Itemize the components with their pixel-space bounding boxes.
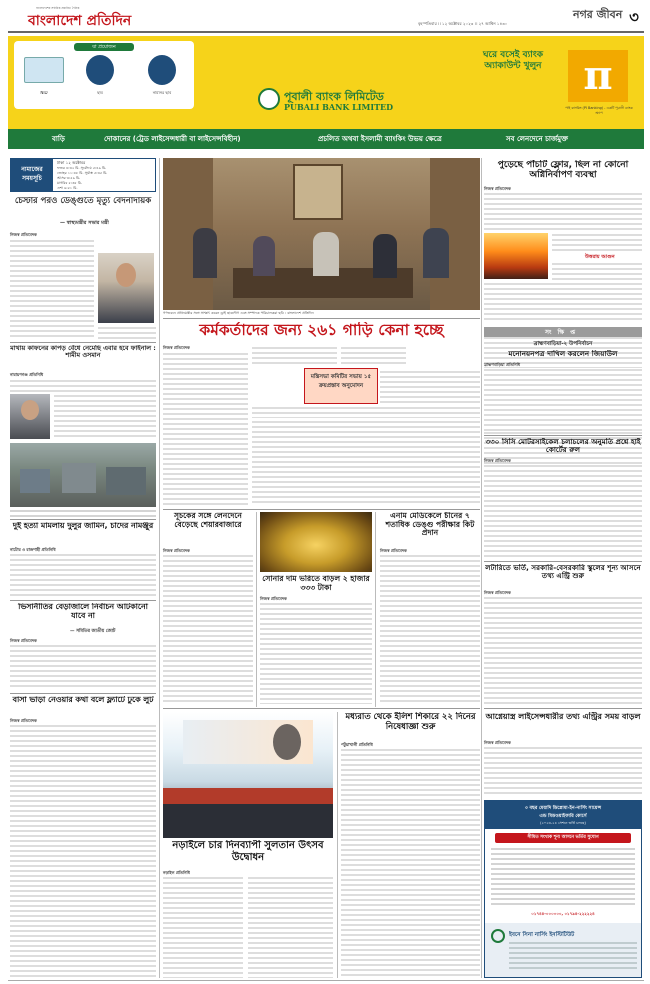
ad-body <box>491 847 635 907</box>
ad-course-line1: ৩ বছর মেয়াদি ডিপ্লোমা-ইন-নার্সিং সায়েন্স <box>524 806 602 811</box>
brief-headline[interactable]: আগ্নেয়াস্ত্র লাইসেন্সধারীর তথ্য এন্ট্রির সময় বাড়ল <box>485 712 641 721</box>
story-body <box>163 352 248 412</box>
brief-body <box>484 464 642 558</box>
story-body <box>484 282 642 322</box>
bus-shape <box>20 469 50 493</box>
prayer-row: ফজর ৪:৩২ মি. সূর্যোদয় ৫:৪৯ মি. <box>57 166 107 170</box>
masthead <box>8 6 644 30</box>
story-body <box>260 602 372 704</box>
institute-logo-icon <box>491 929 505 943</box>
brief-section-header <box>484 327 642 337</box>
story-byline: পটুয়াখালী প্রতিনিধি <box>341 742 373 747</box>
story-headline[interactable]: মাথায় কাফনের কাপড় বেঁধে নেমেছি এবার হবে ফাইনাল : শামীম ওসমান <box>10 345 156 360</box>
pi-banking-caption: পাই ব্যাংকিং (PI Banking) - একটি পূবালী ব্যাংক অ্যাপ <box>565 106 633 115</box>
story-headline[interactable]: বাসা ভাড়া নেওয়ার কথা বলে ফ্ল্যাটে ঢুকে লুট <box>12 696 154 704</box>
story-byline: নিজস্ব প্রতিবেদক <box>484 186 511 191</box>
brief-headline[interactable]: ৩৩০ সিসি মোটরসাইকেল চলাচলের অনুমতি প্রশ্নে হাই কোর্টের রুল <box>485 438 641 455</box>
bus-shape <box>62 463 96 493</box>
traffic-photo <box>10 443 156 507</box>
bank-name-en: PUBALI BANK LIMITED <box>284 102 394 112</box>
strip-item-home: বাড়ি <box>52 135 65 143</box>
page-number: ৩ <box>629 8 639 26</box>
fire-photo <box>484 233 548 279</box>
person <box>193 228 217 278</box>
story-headline[interactable]: নড়াইলে চার দিনব্যাপী সুলতান উৎসব উদ্বোধন <box>172 840 324 863</box>
story-body <box>380 370 480 406</box>
story-body <box>54 394 156 440</box>
prayer-times-label: নামাজের সময়সূচি <box>11 159 53 191</box>
ad-course-line2: এন্ড মিডওয়াইফারি কোর্সে <box>539 814 587 819</box>
newspaper-logo[interactable]: বাংলাদেশ প্রতিদিন <box>28 13 132 29</box>
portrait-face <box>116 263 136 287</box>
audience <box>163 804 333 838</box>
person <box>313 232 339 276</box>
brief-body <box>484 746 642 796</box>
story-body <box>10 724 156 978</box>
pi-banking-logo-icon: π <box>568 50 628 102</box>
brief-headline[interactable]: মনোনয়নপত্র দাখিল করলেন জিয়াউল <box>508 350 618 358</box>
brief-byline: নিজস্ব প্রতিবেদক <box>484 590 511 595</box>
gold-jewelry-photo <box>260 512 372 572</box>
portrait-frame <box>293 164 343 220</box>
story-headline[interactable]: এনাম মেডিকেলে চীনের ৭ শতাধিক ডেঙ্গু পরীক্ষার কিট প্রদান <box>385 512 475 538</box>
strip-item-banking-type: প্রচলিত অথবা ইসলামী ব্যাংকিং উভয় ক্ষেত্রে <box>318 135 442 143</box>
prayer-row: আসর ৩:৫৯ মি. <box>57 176 81 180</box>
sultan-portrait <box>273 724 301 760</box>
nursing-institute-ad[interactable] <box>484 800 642 978</box>
sultan-festival-photo <box>163 712 333 838</box>
ganabhaban-meeting-photo <box>163 158 480 310</box>
strip-item-free-charge: সব লেনদেনে চার্জমুক্ত <box>506 135 568 143</box>
story-headline[interactable]: মধ্যরাত থেকে ইলিশ শিকারে ২২ দিনের নিষেধাজ্ঞা শুরু <box>345 712 476 731</box>
prayer-row: মাগরিব ৫:৩৫ মি. <box>57 181 83 185</box>
person <box>373 234 397 278</box>
bank-logo-icon <box>258 88 280 110</box>
requirements-box <box>14 41 194 109</box>
story-body <box>252 346 337 366</box>
ad-strip <box>8 129 644 149</box>
story-byline: নিজস্ব প্রতিবেদক <box>10 718 37 723</box>
ad-slogan: ঘরে বসেই ব্যাংক অ্যাকাউন্ট খুলুন <box>482 50 544 71</box>
ad-address <box>509 941 637 971</box>
story-body <box>248 876 333 978</box>
prayer-row: জোহর ১১:৪৮ মি. সূর্যাস্ত ৫:৩৫ মি. <box>57 171 108 175</box>
story-byline: নিজস্ব প্রতিবেদক <box>163 345 190 350</box>
story-body <box>252 406 480 418</box>
person <box>253 236 275 276</box>
story-byline: নিজস্ব প্রতিবেদক <box>380 548 407 553</box>
story-headline[interactable]: চেস্টার পরও ডেঙ্গুতে মৃত্যু বেদনাদায়ক <box>14 197 152 206</box>
story-byline: নিজস্ব প্রতিবেদক <box>260 596 287 601</box>
story-body <box>341 346 406 366</box>
prayer-date: ঢাকা ১২ অক্টোবর <box>57 160 86 165</box>
stage-table <box>163 788 333 804</box>
prayer-row: এশা ৬:৫১ মি. <box>57 186 78 190</box>
ad-phone[interactable]: ০১৭৪৪-০০০০০০, ০১৭৯৪-২২২২২৪ <box>531 911 595 916</box>
photo-caption: গণভবনে প্রধানমন্ত্রীর সঙ্গে সাক্ষাৎ করেন ড্রাই ছাত্রলীগ এবং সম্পাদক পরিচালকরা ছবি : বাংলাদেশ প্রতিদিন <box>163 311 314 315</box>
pullquote: উত্তরায় আগুন <box>585 254 615 260</box>
photo-caption <box>10 509 156 517</box>
story-byline: নিজস্ব প্রতিবেদক <box>10 638 37 643</box>
brief-headline[interactable]: লটারিতে ভর্তি, সরকারি-বেসরকারি স্কুলের শূন্য আসনে তথ্য এন্ট্রি শুরু <box>485 564 641 581</box>
cabinet-committee-box: মন্ত্রিসভা কমিটির সভায় ১৫ ক্রয়প্রস্তাব অনুমোদন <box>304 368 378 404</box>
main-headline[interactable]: কর্মকর্তাদের জন্য ২৬১ গাড়ি কেনা হচ্ছে <box>199 322 444 339</box>
story-body <box>380 554 480 704</box>
story-headline[interactable]: সূচকের সঙ্গে লেনদেনে বেড়েছে শেয়ারবাজারে <box>174 512 242 529</box>
story-body <box>163 554 253 704</box>
institute-name: ইবনে সিনা নার্সিং ইনস্টিটিউট <box>509 932 575 938</box>
brief-byline: নিজস্ব প্রতিবেদক <box>484 458 511 463</box>
person <box>423 228 449 278</box>
story-body <box>552 262 642 280</box>
story-byline: নাটোর ও রাজশাহী প্রতিনিধি <box>10 547 56 552</box>
story-body <box>10 239 94 339</box>
story-body <box>10 644 156 690</box>
portrait-face <box>21 400 39 420</box>
story-headline[interactable]: পুড়েছে পাঁচটি ফ্লোর, ছিল না কোনো অগ্নিনির্বাপণ ব্যবস্থা <box>497 160 629 181</box>
story-byline: নিজস্ব প্রতিবেদক <box>163 548 190 553</box>
story-byline: নিজস্ব প্রতিবেদক <box>10 232 37 237</box>
story-body <box>10 553 156 597</box>
story-headline[interactable]: সোনার দাম ভরিতে বাড়ল ২ হাজার ৩৩৩ টাকা <box>262 575 370 592</box>
pubali-bank-ad[interactable] <box>8 36 644 149</box>
story-body <box>252 420 480 506</box>
req-item-nominee-photo: নমিনির ছবি <box>152 91 172 95</box>
minister-portrait-photo <box>98 253 154 323</box>
brief-body <box>484 368 642 432</box>
brief-kicker: ব্রাহ্মণবাড়িয়া-২ উপনির্বাচন <box>533 341 593 347</box>
req-item-nid: NID <box>40 91 48 95</box>
brief-body <box>484 596 642 706</box>
section-name: নগর জীবন <box>573 8 623 21</box>
story-headline[interactable]: ভিসানীতির বেড়াজালে নির্বাচন আটকানো যাবে না <box>18 603 148 620</box>
strip-item-shop: দোকানের (ট্রেড লাইসেন্সধারী বা লাইসেন্সবিহীন) <box>104 135 241 143</box>
story-body <box>98 326 156 340</box>
brief-byline: ব্রাহ্মণবাড়িয়া প্রতিনিধি <box>484 362 521 367</box>
story-byline: নারায়ণগঞ্জ প্রতিনিধি <box>10 372 44 377</box>
story-body <box>163 876 243 978</box>
bus-shape <box>106 467 146 495</box>
story-body <box>552 233 642 251</box>
photo-icon <box>86 55 114 85</box>
story-body <box>341 748 480 978</box>
bank-name-bn: পূবালী ব্যাংক লিমিটেড <box>284 90 384 103</box>
prayer-times-box <box>10 158 156 192</box>
story-byline: নড়াইল প্রতিনিধি <box>163 870 190 875</box>
brief-section-title: সংক্ষিপ্ত <box>544 328 582 336</box>
nominee-photo-icon <box>148 55 176 85</box>
req-item-photo: ছবি <box>97 91 103 95</box>
requirements-title: যা প্রয়োজন <box>74 43 134 51</box>
nid-card-icon <box>24 57 64 83</box>
shamim-osman-photo <box>10 394 50 439</box>
story-body <box>163 412 248 506</box>
masthead-tagline: বাংলাদেশের সর্বাধিক প্রচারিত দৈনিক <box>36 6 80 10</box>
story-headline[interactable]: দুই হত্যা মামলায় দুলুর জামিন, চাঁদের নামঞ্জুর <box>12 522 154 530</box>
story-subhead: — সমিতির জাতীয় জোট <box>70 629 116 634</box>
limited-seats-badge: সীমিত সংখ্যক শূন্য আসনে ভর্তির সুযোগ <box>495 833 631 843</box>
brief-byline: নিজস্ব প্রতিবেদক <box>484 740 511 745</box>
story-subhead: — স্বাস্থ্যমন্ত্রীর সভার মন্ত্রী <box>60 220 109 226</box>
story-body <box>10 379 156 393</box>
date-line: বৃহস্পতিবার ।। ১২ অক্টোবর ২০২৩ ।। ২৭ আশ্বিন ১৪৩০ <box>418 21 508 26</box>
ad-course-line3: (২০২৩-২৪ সেশনে ভর্তি চলছে) <box>540 821 586 825</box>
story-body <box>484 192 642 230</box>
